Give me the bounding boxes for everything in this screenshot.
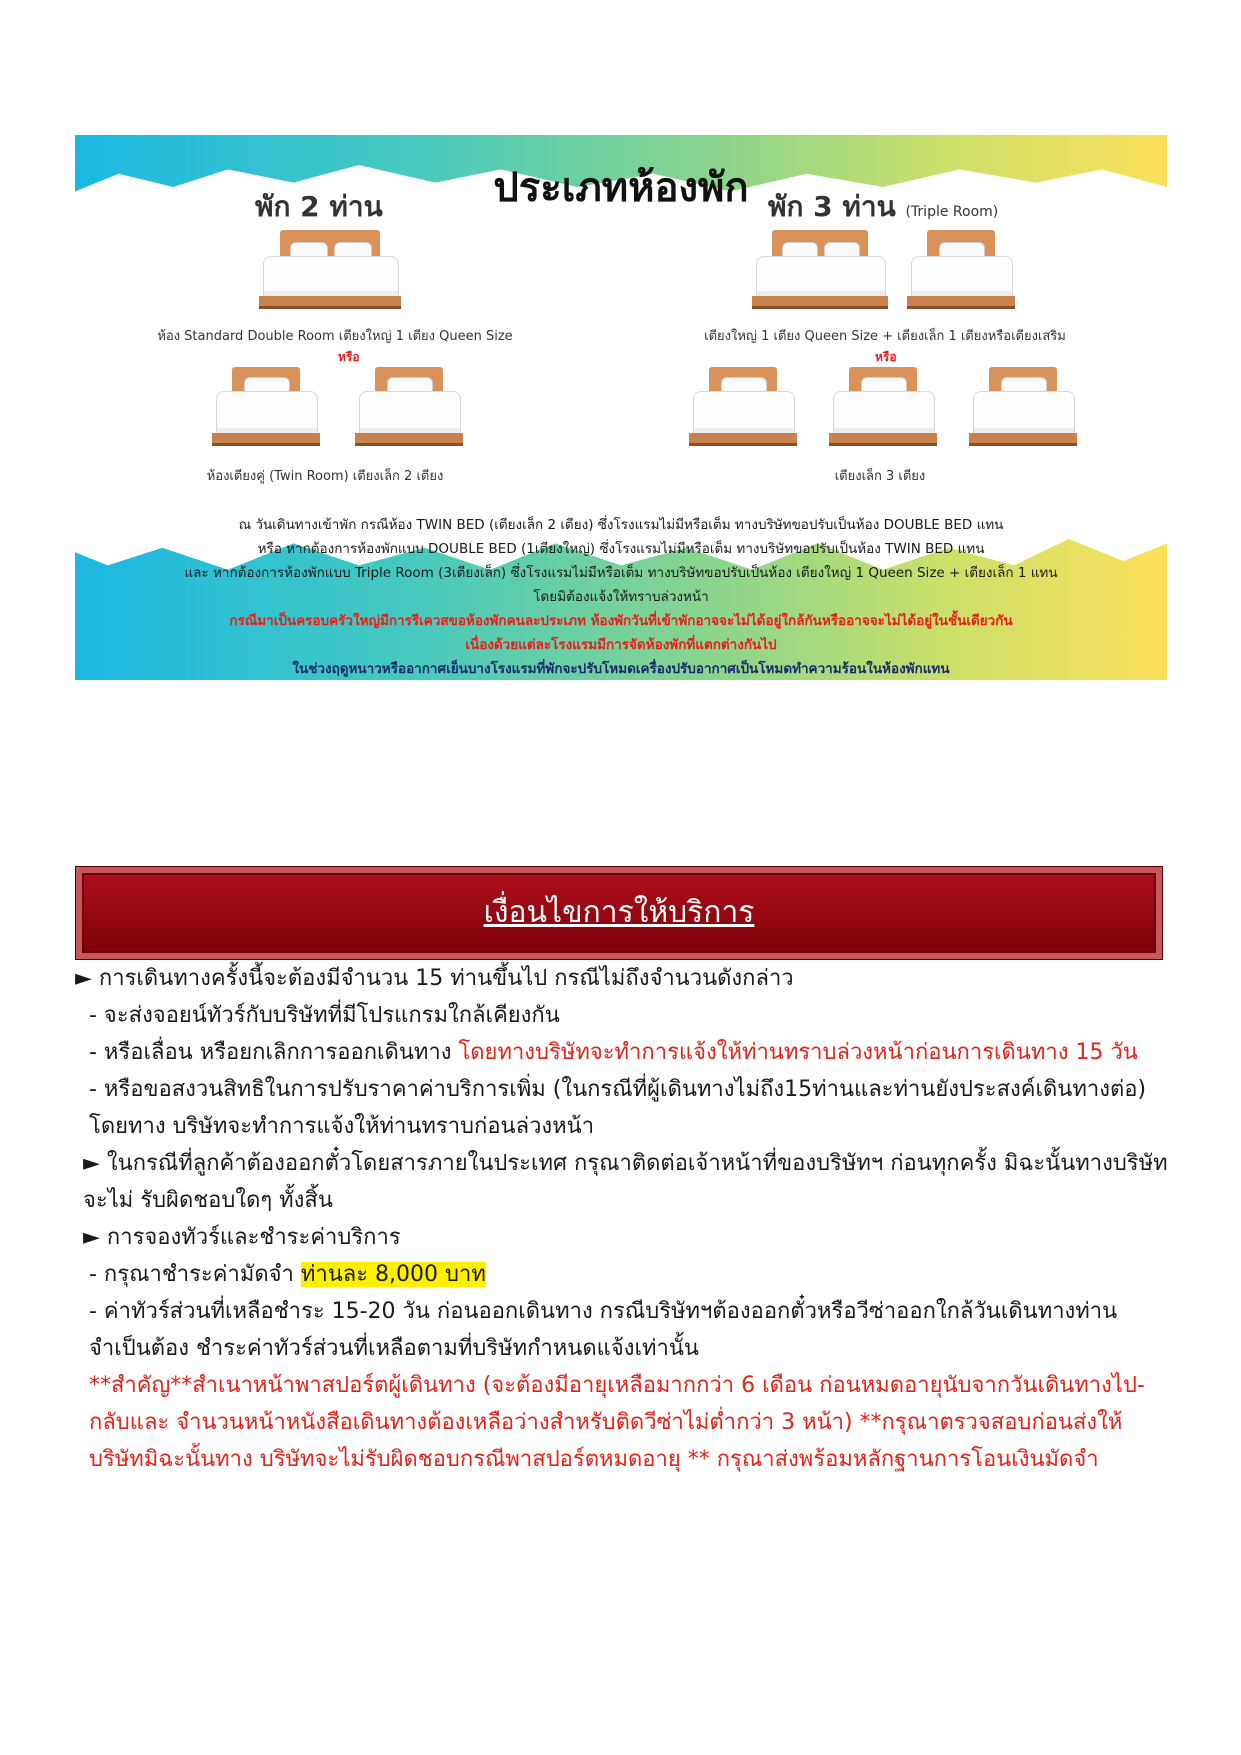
room-note-1: ณ วันเดินทางเข้าพัก กรณีห้อง TWIN BED (เตียงเล็ก 2 เตียง) ซึ่งโรงแรมไม่มีหรือเต็ม ทางบริษัทขอปรับเป็นห้อง DOUBLE BED แทน (238, 517, 1004, 533)
room-note-2: หรือ หากต้องการห้องพักแบบ DOUBLE BED (1เตียงใหญ่) ซึ่งโรงแรมไม่มีหรือเต็ม ทางบริษัทขอปรับเป็นห้อง TWIN BED แทน (257, 541, 985, 557)
or-label-left: หรือ (338, 350, 360, 364)
single-bed-illustration (905, 230, 1017, 310)
twin-bed-illustration-2 (353, 367, 465, 447)
single-bed-illustration-1 (687, 367, 799, 447)
notice-15-days: โดยทางบริษัทจะทำการแจ้งให้ท่านทราบล่วงหน้าก่อนการเดินทาง 15 วัน (458, 1040, 1138, 1065)
condition-booking-heading: ► การจองทัวร์และชำระค่าบริการ (83, 1225, 401, 1250)
room-note-red-1: กรณีมาเป็นครอบครัวใหญ่มีการรีเควสขอห้องพักคนละประเภท ห้องพักวันที่เข้าพักอาจจะไม่ได้อยู่ใกล้กันหรืออาจจะไม่ได้อยู่ในชั้นเดียวกัน (229, 613, 1013, 629)
condition-domestic-ticket: ► ในกรณีที่ลูกค้าต้องออกตั๋วโดยสารภายในประเทศ กรุณาติดต่อเจ้าหน้าที่ของบริษัทฯ ก่อนทุกครั้ง มิฉะนั้นทางบริษัทจะไม่ รับผิดชอบใดๆ ทั้งสิ้น (83, 1151, 1168, 1213)
condition-deposit: - กรุณาชำระค่ามัดจำ ท่านละ 8,000 บาท (89, 1262, 486, 1287)
conditions-title: เงื่อนไขการให้บริการ (483, 895, 755, 930)
triple-room-caption: เตียงใหญ่ 1 เตียง Queen Size + เตียงเล็ก 1 เตียงหรือเตียงเสริม (704, 329, 1066, 344)
banner-title: ประเภทห้องพัก (493, 165, 749, 211)
three-single-caption: เตียงเล็ก 3 เตียง (834, 469, 926, 484)
or-label-right: หรือ (875, 350, 897, 364)
deposit-amount-highlight: ท่านละ 8,000 บาท (300, 1262, 486, 1287)
twin-bed-illustration-1 (210, 367, 322, 447)
condition-price-adjust: - หรือขอสงวนสิทธิในการปรับราคาค่าบริการเพิ่ม (ในกรณีที่ผู้เดินทางไม่ถึง15ท่านและท่านยังประสงค์เดินทางต่อ) โดยทาง บริษัทจะทำการแจ้งให้ท่านทราบก่อนล่วงหน้า (89, 1077, 1147, 1139)
double-room-caption: ห้อง Standard Double Room เตียงใหญ่ 1 เตียง Queen Size (157, 329, 513, 344)
condition-join-tour: - จะส่งจอยน์ทัวร์กับบริษัทที่มีโปรแกรมใกล้เคียงกัน (89, 1003, 560, 1028)
triple-room-note: (Triple Room) (905, 204, 999, 220)
double-bed-illustration (255, 230, 405, 310)
three-person-title: พัก 3 ท่าน (Triple Room) (768, 190, 999, 223)
room-type-banner (75, 135, 1167, 680)
room-notes (75, 513, 1167, 680)
condition-passport-important: **สำคัญ**สำเนาหน้าพาสปอร์ตผู้เดินทาง (จะต้องมีอายุเหลือมากกว่า 6 เดือน ก่อนหมดอายุนับจากวันเดินทางไป-กลับและ จำนวนหน้าหนังสือเดินทางต้องเหลือว่างสำหรับติดวีซ่าไม่ต่ำกว่า 3 หน้า) **กรุณาตรวจสอบก่อนส่งให้บริษัทมิฉะนั้นทาง บริษัทจะไม่รับผิดชอบกรณีพาสปอร์ตหมดอายุ ** กรุณาส่งพร้อมหลักฐานการโอนเงินมัดจำ (89, 1373, 1145, 1472)
room-note-winter: ในช่วงฤดูหนาวหรืออากาศเย็นบางโรงแรมที่พักจะปรับโหมดเครื่องปรับอากาศเป็นโหมดทำความร้อนในห้องพักแทน (292, 661, 950, 677)
queen-bed-illustration (750, 230, 890, 310)
twin-room-caption: ห้องเตียงคู่ (Twin Room) เตียงเล็ก 2 เตียง (206, 469, 444, 484)
room-note-4: โดยมิต้องแจ้งให้ทราบล่วงหน้า (533, 589, 709, 605)
single-bed-illustration-3 (967, 367, 1079, 447)
conditions-body (75, 960, 1175, 1478)
condition-balance-payment: - ค่าทัวร์ส่วนที่เหลือชำระ 15-20 วัน ก่อนออกเดินทาง กรณีบริษัทฯต้องออกตั๋วหรือวีซ่าออกใกล้วันเดินทางท่านจำเป็นต้อง ชำระค่าทัวร์ส่วนที่เหลือตามที่บริษัทกำหนดแจ้งเท่านั้น (89, 1299, 1118, 1361)
condition-min-travelers: ► การเดินทางครั้งนี้จะต้องมีจำนวน 15 ท่านขึ้นไป กรณีไม่ถึงจำนวนดังกล่าว (75, 966, 794, 991)
room-note-red-2: เนื่องด้วยแต่ละโรงแรมมีการจัดห้องพักที่แตกต่างกันไป (465, 637, 777, 653)
room-note-3: และ หากต้องการห้องพักแบบ Triple Room (3เตียงเล็ก) ซึ่งโรงแรมไม่มีหรือเต็ม ทางบริษัทขอปรับเป็นห้อง เตียงใหญ่ 1 Queen Size + เตียงเล็ก 1 แทน (184, 565, 1058, 581)
conditions-header (75, 866, 1163, 960)
condition-postpone: - หรือเลื่อน หรือยกเลิกการออกเดินทาง โดยทางบริษัทจะทำการแจ้งให้ท่านทราบล่วงหน้าก่อนการเดินทาง 15 วัน (89, 1040, 1138, 1065)
two-person-title: พัก 2 ท่าน (255, 190, 383, 223)
single-bed-illustration-2 (827, 367, 939, 447)
